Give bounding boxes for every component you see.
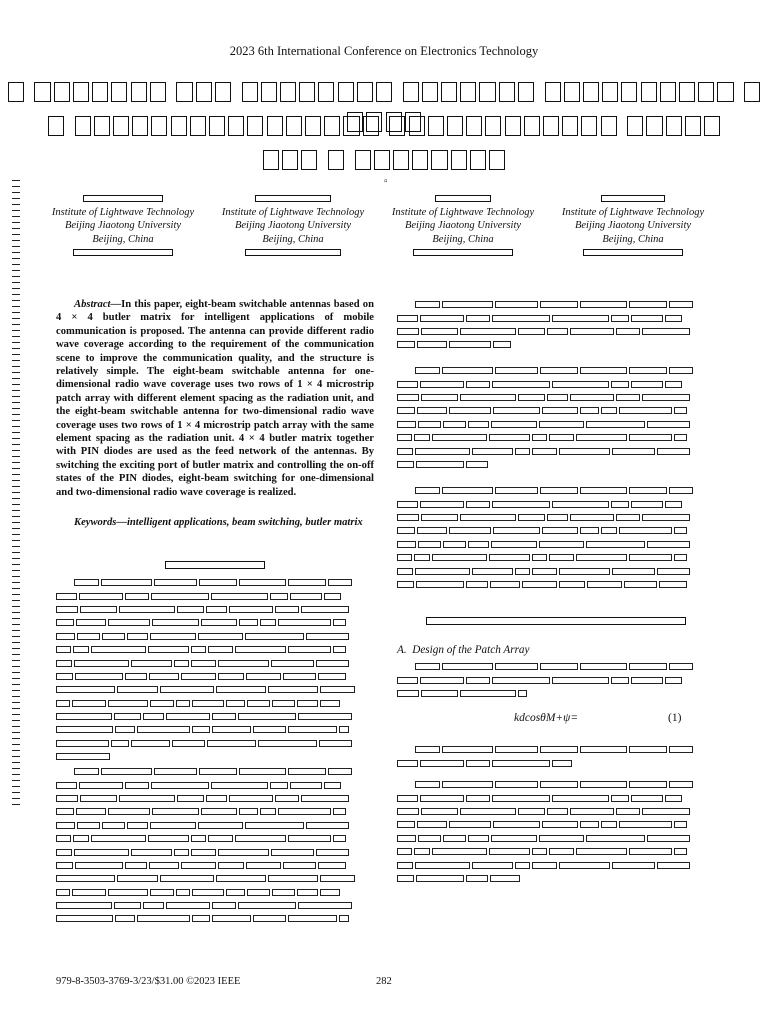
sidebar-glyph-tick xyxy=(12,438,20,439)
glyph-text-line xyxy=(397,660,715,673)
glyph-text-line xyxy=(397,458,715,471)
sidebar-glyph-tick xyxy=(12,342,20,343)
glyph-text-line xyxy=(56,723,374,736)
sidebar-glyph-tick xyxy=(12,210,20,211)
sidebar-glyph-tick xyxy=(12,606,20,607)
glyph-text-line xyxy=(56,589,374,602)
glyph-text-line xyxy=(56,912,374,925)
sidebar-glyph-tick xyxy=(12,198,20,199)
sidebar-glyph-tick xyxy=(12,756,20,757)
sidebar-glyph-tick xyxy=(12,474,20,475)
sidebar-glyph-tick xyxy=(12,276,20,277)
sidebar-glyph-tick xyxy=(12,450,20,451)
sidebar-glyph-tick xyxy=(12,360,20,361)
glyph-text-line xyxy=(56,737,374,750)
glyph-text-line xyxy=(397,364,715,377)
glyph-text-line xyxy=(397,778,715,791)
sidebar-glyph-tick xyxy=(12,708,20,709)
sidebar-glyph-tick xyxy=(12,618,20,619)
sidebar-glyph-tick xyxy=(12,486,20,487)
glyph-text-line xyxy=(56,792,374,805)
glyph-text-line xyxy=(397,325,715,338)
glyph-text-line xyxy=(56,603,374,616)
sidebar-glyph-tick xyxy=(12,420,20,421)
glyph-text-line xyxy=(397,484,715,497)
sidebar-glyph-tick xyxy=(12,726,20,727)
sidebar-glyph-tick xyxy=(12,366,20,367)
author-4 xyxy=(548,192,718,260)
glyph-text-line xyxy=(56,765,374,778)
sidebar-glyph-tick xyxy=(12,732,20,733)
sidebar-glyph-tick xyxy=(12,588,20,589)
sidebar-glyph-tick xyxy=(12,294,20,295)
sidebar-glyph-tick xyxy=(12,672,20,673)
sidebar-glyph-tick xyxy=(12,372,20,373)
sidebar-glyph-tick xyxy=(12,804,20,805)
keywords-text: intelligent applications, beam switching, butler matrix xyxy=(126,517,363,528)
sidebar-glyph-tick xyxy=(12,702,20,703)
sidebar-glyph-tick xyxy=(12,288,20,289)
glyph-text-line xyxy=(397,673,715,686)
sidebar-glyph-tick xyxy=(12,684,20,685)
sidebar-glyph-tick xyxy=(12,498,20,499)
sidebar-glyph-tick xyxy=(12,462,20,463)
glyph-text-line xyxy=(397,298,715,311)
sidebar-glyph-tick xyxy=(12,426,20,427)
sidebar-glyph-tick xyxy=(12,444,20,445)
title-footnote-mark: ▫ xyxy=(384,176,388,187)
glyph-text-line xyxy=(397,818,715,831)
glyph-text-line xyxy=(397,444,715,457)
sidebar-glyph-tick xyxy=(12,252,20,253)
sidebar-glyph-tick xyxy=(12,654,20,655)
intro-paragraph-1-glyphs xyxy=(56,576,374,763)
sidebar-glyph-tick xyxy=(12,336,20,337)
sidebar-glyph-tick xyxy=(12,546,20,547)
keywords xyxy=(56,516,374,529)
glyph-text-line xyxy=(397,564,715,577)
author-2 xyxy=(208,192,378,260)
glyph-text-line xyxy=(56,832,374,845)
author-institute: Institute of Lightwave Technology xyxy=(51,206,195,218)
glyph-text-line xyxy=(397,497,715,510)
glyph-text-line xyxy=(397,418,715,431)
glyph-text-line xyxy=(56,859,374,872)
glyph-text-line xyxy=(397,431,715,444)
glyph-text-line xyxy=(56,899,374,912)
author-1 xyxy=(38,192,208,260)
sidebar-glyph-tick xyxy=(12,522,20,523)
sidebar-glyph-tick xyxy=(12,390,20,391)
sidebar-glyph-tick xyxy=(12,558,20,559)
intro-paragraph-2-glyphs xyxy=(56,765,374,926)
sidebar-glyph-tick xyxy=(12,186,20,187)
author-city: Beijing, China xyxy=(432,233,494,245)
glyph-text-line xyxy=(397,687,715,700)
sidebar-glyph-tick xyxy=(12,798,20,799)
abstract xyxy=(56,298,374,499)
glyph-text-line xyxy=(397,845,715,858)
author-university: Beijing Jiaotong University xyxy=(64,220,182,231)
sidebar-glyph-tick xyxy=(12,750,20,751)
glyph-text-line xyxy=(397,872,715,885)
right-paragraph-2-glyphs xyxy=(397,364,715,471)
sidebar-glyph-tick xyxy=(12,552,20,553)
glyph-text-line xyxy=(56,778,374,791)
glyph-text-line xyxy=(397,578,715,591)
sidebar-glyph-tick xyxy=(12,216,20,217)
abstract-text: In this paper, eight-beam switchable antennas based on 4 × 4 butler matrix for intelligent applications of mobile communication is proposed. The antenna can provide different radio wave coverage according to the requirement of the communication scene to improve the communication quality, and the structure is relatively simple. The eight-beam switchable antenna for one-dimensional radio wave coverage uses two rows of 1 × 4 microstrip patch array with different element spacing as the radiation unit, and the eight-beam switchable antenna for two-dimensional radio wave coverage uses two rows of 1 × 4 microstrip patch array with the same element spacing as the radiation unit. 4 × 4 butler matrix together with PIN diodes are used as the feed network of the antennas. By switching the exciting port of butler matrix and controlling the on-off states of the PIN diodes, eight-beam switching for one-dimensional and two-dimensional radio wave coverage is realized. xyxy=(56,299,374,498)
author-name-glyphs xyxy=(38,192,208,206)
sidebar-glyph-tick xyxy=(12,504,20,505)
sidebar-glyph-tick xyxy=(12,720,20,721)
sidebar-glyph-tick xyxy=(12,576,20,577)
sidebar-glyph-tick xyxy=(12,270,20,271)
conference-header: 2023 6th International Conference on Electronics Technology xyxy=(229,44,539,58)
author-email-glyphs xyxy=(208,246,378,260)
sidebar-glyph-tick xyxy=(12,312,20,313)
glyph-text-line xyxy=(397,805,715,818)
author-institute: Institute of Lightwave Technology xyxy=(221,206,365,218)
sidebar-glyph-tick xyxy=(12,432,20,433)
right-paragraph-6-glyphs xyxy=(397,778,715,885)
sidebar-glyph-tick xyxy=(12,348,20,349)
sidebar-glyph-tick xyxy=(12,714,20,715)
glyph-text-line xyxy=(56,805,374,818)
author-city: Beijing, China xyxy=(262,233,324,245)
author-university: Beijing Jiaotong University xyxy=(234,220,352,231)
sidebar-glyph-tick xyxy=(12,510,20,511)
glyph-text-line xyxy=(56,630,374,643)
keywords-label: Keywords— xyxy=(74,517,127,528)
glyph-text-line xyxy=(397,524,715,537)
glyph-text-line xyxy=(56,670,374,683)
arxiv-sidebar-glyphs xyxy=(12,180,22,810)
sidebar-glyph-tick xyxy=(12,282,20,283)
sidebar-glyph-tick xyxy=(12,228,20,229)
sidebar-glyph-tick xyxy=(12,258,20,259)
glyph-text-line xyxy=(397,377,715,390)
sidebar-glyph-tick xyxy=(12,204,20,205)
equation-number: (1) xyxy=(668,712,682,724)
sidebar-glyph-tick xyxy=(12,354,20,355)
sidebar-glyph-tick xyxy=(12,384,20,385)
sidebar-glyph-tick xyxy=(12,306,20,307)
subsection-title: Design of the Patch Array xyxy=(412,644,530,656)
sidebar-glyph-tick xyxy=(12,324,20,325)
glyph-text-line xyxy=(397,338,715,351)
glyph-text-line xyxy=(56,710,374,723)
author-institute: Institute of Lightwave Technology xyxy=(561,206,705,218)
sidebar-glyph-tick xyxy=(12,564,20,565)
author-name-glyphs xyxy=(378,192,548,206)
sidebar-glyph-tick xyxy=(12,762,20,763)
sidebar-glyph-tick xyxy=(12,768,20,769)
sidebar-glyph-tick xyxy=(12,600,20,601)
glyph-text-line xyxy=(56,819,374,832)
sidebar-glyph-tick xyxy=(12,402,20,403)
right-paragraph-4-glyphs xyxy=(397,660,715,700)
author-city: Beijing, China xyxy=(602,233,664,245)
sidebar-glyph-tick xyxy=(12,534,20,535)
sidebar-glyph-tick xyxy=(12,780,20,781)
glyph-text-line xyxy=(397,311,715,324)
author-email-glyphs xyxy=(378,246,548,260)
sidebar-glyph-tick xyxy=(12,414,20,415)
paper-title-line-3 xyxy=(0,146,768,176)
sidebar-glyph-tick xyxy=(12,636,20,637)
sidebar-glyph-tick xyxy=(12,744,20,745)
author-institute: Institute of Lightwave Technology xyxy=(391,206,535,218)
glyph-text-line xyxy=(56,845,374,858)
sidebar-glyph-tick xyxy=(12,408,20,409)
footer-isbn: 979-8-3503-3769-3/23/$31.00 ©2023 IEEE xyxy=(56,976,241,987)
paper-title-line-2 xyxy=(0,112,768,142)
glyph-text-line xyxy=(397,551,715,564)
sidebar-glyph-tick xyxy=(12,678,20,679)
sidebar-glyph-tick xyxy=(12,456,20,457)
sidebar-glyph-tick xyxy=(12,192,20,193)
right-paragraph-5-glyphs xyxy=(397,743,715,770)
glyph-text-line xyxy=(397,858,715,871)
right-paragraph-3-glyphs xyxy=(397,484,715,591)
sidebar-glyph-tick xyxy=(12,630,20,631)
glyph-text-line xyxy=(56,643,374,656)
sidebar-glyph-tick xyxy=(12,792,20,793)
sidebar-glyph-tick xyxy=(12,264,20,265)
author-university: Beijing Jiaotong University xyxy=(574,220,692,231)
sidebar-glyph-tick xyxy=(12,660,20,661)
glyph-text-line xyxy=(56,750,374,763)
section-heading-2 xyxy=(397,614,715,628)
sidebar-glyph-tick xyxy=(12,774,20,775)
glyph-text-line xyxy=(397,743,715,756)
glyph-text-line xyxy=(397,756,715,769)
sidebar-glyph-tick xyxy=(12,696,20,697)
sidebar-glyph-tick xyxy=(12,738,20,739)
glyph-text-line xyxy=(56,656,374,669)
glyph-text-line xyxy=(56,683,374,696)
sidebar-glyph-tick xyxy=(12,330,20,331)
sidebar-glyph-tick xyxy=(12,468,20,469)
glyph-text-line xyxy=(397,391,715,404)
sidebar-glyph-tick xyxy=(12,540,20,541)
subsection-label: A. xyxy=(397,644,407,656)
sidebar-glyph-tick xyxy=(12,300,20,301)
glyph-text-line xyxy=(56,886,374,899)
author-name-glyphs xyxy=(548,192,718,206)
glyph-text-line xyxy=(56,616,374,629)
sidebar-glyph-tick xyxy=(12,648,20,649)
subsection-heading-a xyxy=(397,644,529,656)
author-city: Beijing, China xyxy=(92,233,154,245)
sidebar-glyph-tick xyxy=(12,318,20,319)
sidebar-glyph-tick xyxy=(12,624,20,625)
sidebar-glyph-tick xyxy=(12,582,20,583)
sidebar-glyph-tick xyxy=(12,378,20,379)
glyph-text-line xyxy=(397,832,715,845)
abstract-label: Abstract— xyxy=(74,299,122,310)
sidebar-glyph-tick xyxy=(12,480,20,481)
sidebar-glyph-tick xyxy=(12,642,20,643)
glyph-text-line xyxy=(397,538,715,551)
sidebar-glyph-tick xyxy=(12,246,20,247)
glyph-text-line xyxy=(397,404,715,417)
sidebar-glyph-tick xyxy=(12,516,20,517)
equation-1: kdcosθM+ψ= xyxy=(514,712,579,724)
sidebar-glyph-tick xyxy=(12,492,20,493)
sidebar-glyph-tick xyxy=(12,396,20,397)
author-email-glyphs xyxy=(38,246,208,260)
sidebar-glyph-tick xyxy=(12,180,20,181)
author-3 xyxy=(378,192,548,260)
sidebar-glyph-tick xyxy=(12,528,20,529)
page-number: 282 xyxy=(376,976,392,987)
right-paragraph-1-glyphs xyxy=(397,298,715,352)
glyph-text-line xyxy=(397,791,715,804)
sidebar-glyph-tick xyxy=(12,786,20,787)
sidebar-glyph-tick xyxy=(12,666,20,667)
glyph-text-line xyxy=(56,576,374,589)
sidebar-glyph-tick xyxy=(12,234,20,235)
sidebar-glyph-tick xyxy=(12,570,20,571)
author-email-glyphs xyxy=(548,246,718,260)
author-university: Beijing Jiaotong University xyxy=(404,220,522,231)
glyph-text-line xyxy=(56,697,374,710)
sidebar-glyph-tick xyxy=(12,690,20,691)
sidebar-glyph-tick xyxy=(12,594,20,595)
glyph-text-line xyxy=(397,511,715,524)
sidebar-glyph-tick xyxy=(12,240,20,241)
sidebar-glyph-tick xyxy=(12,612,20,613)
author-name-glyphs xyxy=(208,192,378,206)
glyph-text-line xyxy=(56,872,374,885)
sidebar-glyph-tick xyxy=(12,222,20,223)
section-heading-introduction xyxy=(56,558,374,572)
